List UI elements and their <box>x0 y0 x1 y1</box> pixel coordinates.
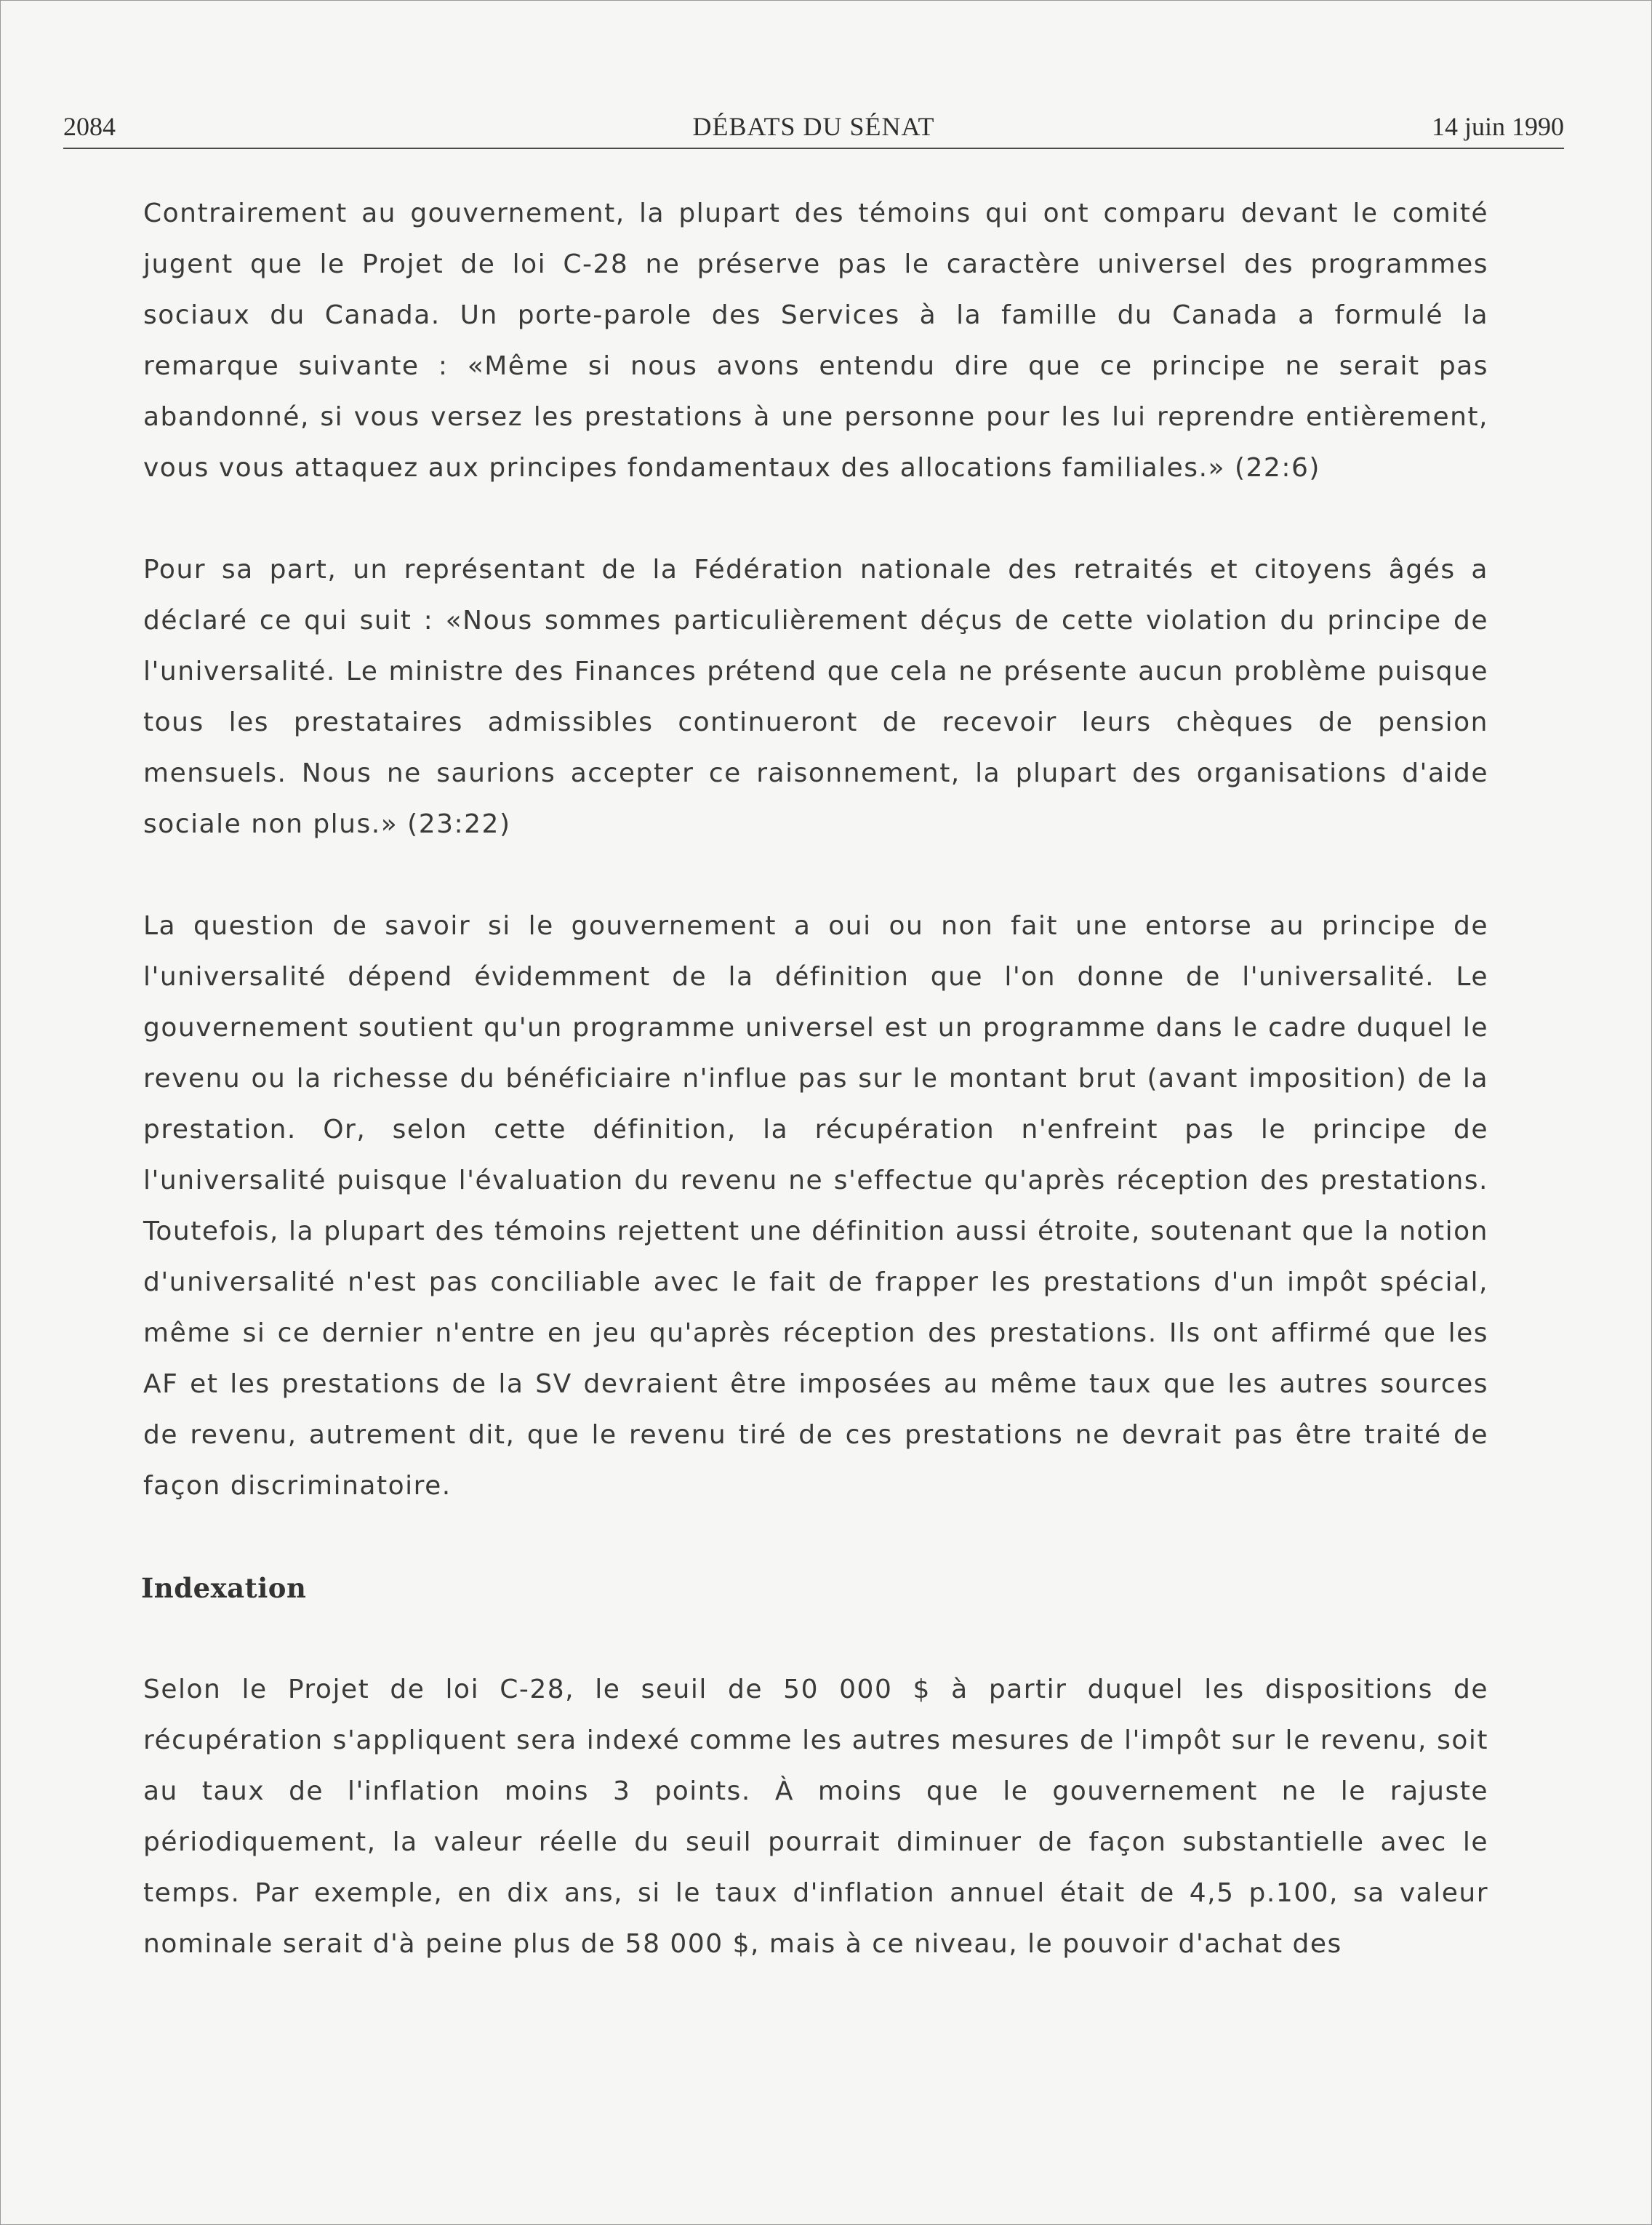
paragraph-indexation: Selon le Projet de loi C-28, le seuil de 50 000 $ à partir duquel les dispositions de récupération s'appliquent sera indexé comme les autres mesures de l'impôt sur le revenu, soit au taux de l'inflation moins 3 points. À moins que le gouvernement ne le rajuste périodiquement, la valeur réelle du seuil pourrait diminuer de façon substantielle avec le temps. Par exemple, en dix ans, si le taux d'inflation annuel était de 4,5 p.100, sa valeur nominale serait d'à peine plus de 58 000 $, mais à ce niveau, le pouvoir d'achat des <box>143 1675 1488 1959</box>
page-number: 2084 <box>63 112 116 141</box>
section-heading: Indexation <box>141 1572 307 1604</box>
document-body <box>143 188 1488 1970</box>
paragraph-retirees-federation: Pour sa part, un représentant de la Fédération nationale des retraités et citoyens âgés a déclaré ce qui suit : «Nous sommes particulièrement déçus de cette violation du principe de l'universalité. Le ministre des Finances prétend que cela ne présente aucun problème puisque tous les prestataires admissibles continueront de recevoir leurs chèques de pension mensuels. Nous ne saurions accepter ce raisonnement, la plupart des organisations d'aide sociale non plus.» (23:22) <box>143 555 1488 839</box>
paragraph-universality-witnesses: Contrairement au gouvernement, la plupart des témoins qui ont comparu devant le comité jugent que le Projet de loi C-28 ne préserve pas le caractère universel des programmes sociaux du Canada. Un porte-parole des Services à la famille du Canada a formulé la remarque suivante : «Même si nous avons entendu dire que ce principe ne serait pas abandonné, si vous versez les prestations à une personne pour les lui reprendre entièrement, vous vous attaquez aux principes fondamentaux des allocations familiales.» (22:6) <box>143 199 1488 483</box>
page-header <box>63 110 1564 149</box>
publication-date: 14 juin 1990 <box>1431 112 1564 141</box>
publication-title: DÉBATS DU SÉNAT <box>692 112 935 141</box>
paragraph-universality-definition: La question de savoir si le gouvernement a oui ou non fait une entorse au principe de l'universalité dépend évidemment de la définition que l'on donne de l'universalité. Le gouvernement soutient qu'un programme universel est un programme dans le cadre duquel le revenu ou la richesse du bénéficiaire n'influe pas sur le montant brut (avant imposition) de la prestation. Or, selon cette définition, la récupération n'enfreint pas le principe de l'universalité puisque l'évaluation du revenu ne s'effectue qu'après réception des prestations. Toutefois, la plupart des témoins rejettent une définition aussi étroite, soutenant que la notion d'universalité n'est pas conciliable avec le fait de frapper les prestations d'un impôt spécial, même si ce dernier n'entre en jeu qu'après réception des prestations. Ils ont affirmé que les AF et les prestations de la SV devraient être imposées au même taux que les autres sources de revenu, autrement dit, que le revenu tiré de ces prestations ne devrait pas être traité de façon discriminatoire. <box>143 911 1488 1501</box>
